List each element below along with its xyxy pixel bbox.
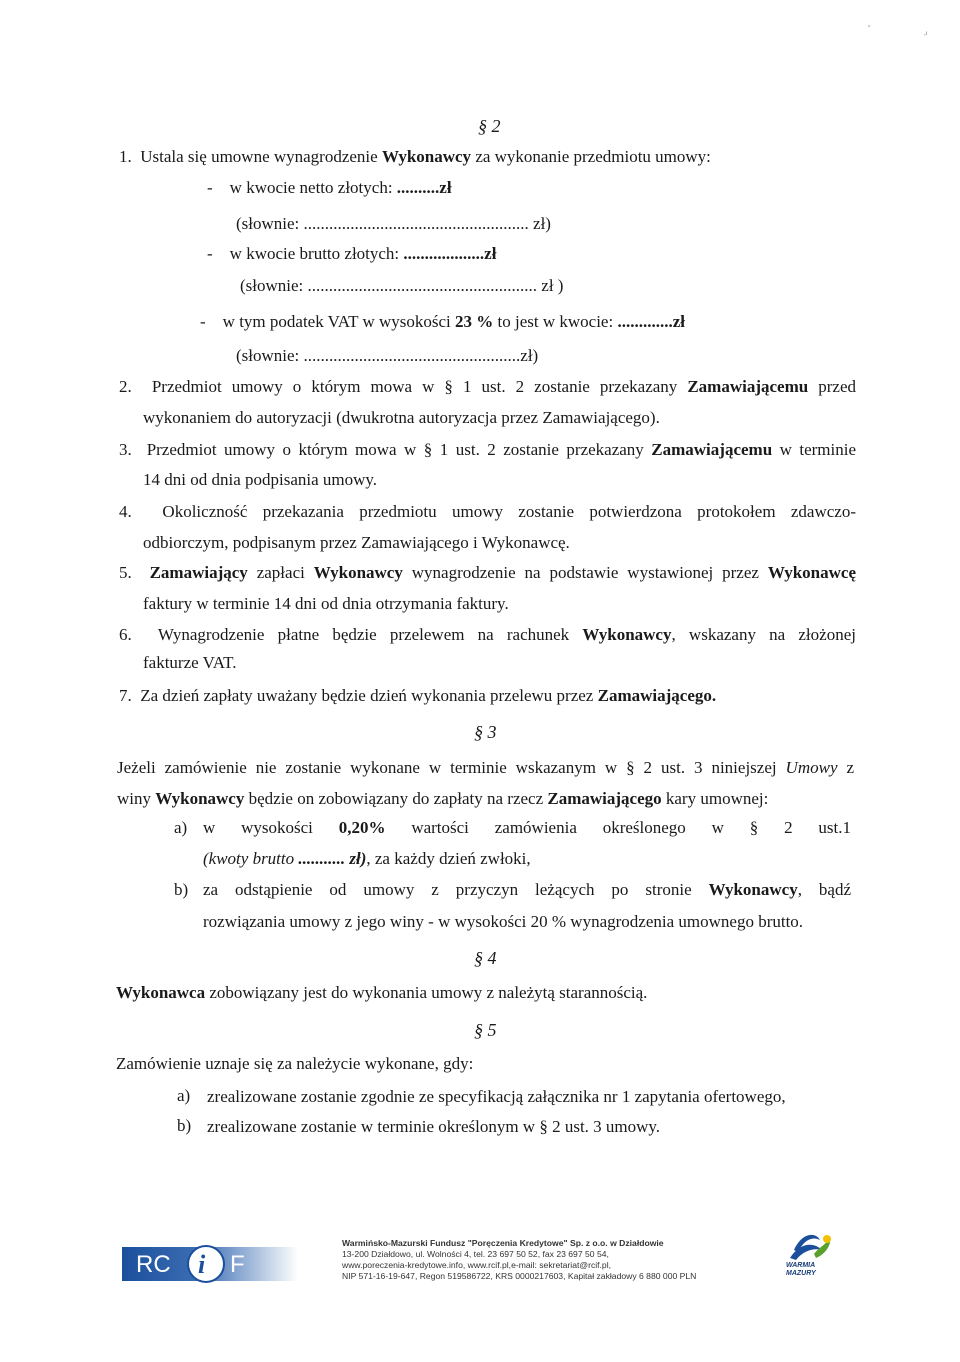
paragraph-2-4-line1: 4. Okoliczność przekazania przedmiotu umowy zostanie potwierdzona protokołem zdawczo- xyxy=(119,502,856,521)
footer-registry: NIP 571-16-19-647, Regon 519586722, KRS 0000217603, Kapitał zakładowy 6 880 000 PLN xyxy=(342,1271,697,1281)
brutto-words: (słownie: ...................................................... zł ) xyxy=(240,276,564,295)
paragraph-2-5-line1: 5. Zamawiający zapłaci Wykonawcy wynagrodzenie na podstawie wystawionej przez Wykonawcę xyxy=(119,563,857,582)
paragraph-2-6-line1: 6. Wynagrodzenie płatne będzie przelewem na rachunek Wykonawcy, wskazany na złożonej xyxy=(119,625,856,644)
footer-contact xyxy=(342,1238,696,1282)
section-heading-5: § 5 xyxy=(474,1020,497,1040)
rcif-logo xyxy=(122,1245,298,1283)
condition-a-text: zrealizowane zostanie zgodnie ze specyfikacją załącznika nr 1 zapytania ofertowego, xyxy=(207,1087,786,1106)
paragraph-5-intro: Zamówienie uznaje się za należycie wykonane, gdy: xyxy=(116,1054,474,1073)
penalty-a-label: a) xyxy=(174,818,188,837)
logo-text-i: i xyxy=(198,1250,206,1279)
condition-b-label: b) xyxy=(177,1116,192,1135)
item-number: 1. xyxy=(119,147,132,166)
penalty-b-line2: rozwiązania umowy z jego winy - w wysokości 20 % wynagrodzenia umownego brutto. xyxy=(203,912,804,931)
paragraph-2-4-line2: odbiorczym, podpisanym przez Zamawiającego i Wykonawcę. xyxy=(143,533,570,552)
footer-address: 13-200 Działdowo, ul. Wolności 4, tel. 23 697 50 52, fax 23 697 50 54, xyxy=(342,1249,609,1259)
footer-web: www.poreczenia-kredytowe.info, www.rcif.pl,e-mail: sekretariat@rcif.pl, xyxy=(342,1260,612,1270)
paragraph-2-7: 7. Za dzień zapłaty uważany będzie dzień wykonania przelewu przez Zamawiającego. xyxy=(119,686,717,705)
paragraph-2-3-line2: 14 dni od dnia podpisania umowy. xyxy=(143,470,378,489)
paragraph-2-2-line1: 2. Przedmiot umowy o którym mowa w § 1 ust. 2 zostanie przekazany Zamawiającemu przed xyxy=(119,377,856,396)
condition-b-text: zrealizowane zostanie w terminie określonym w § 2 ust. 3 umowy. xyxy=(207,1117,661,1136)
condition-a-label: a) xyxy=(177,1086,191,1105)
paragraph-2-2-line2: wykonaniem do autoryzacji (dwukrotna autoryzacja przez Zamawiającego). xyxy=(143,408,660,427)
penalty-b-label: b) xyxy=(174,880,189,899)
paragraph-2-6-line2: fakturze VAT. xyxy=(143,653,237,672)
brutto-line: - w kwocie brutto złotych: ...................zł xyxy=(207,244,497,263)
netto-line: - w kwocie netto złotych: ..........zł xyxy=(207,178,452,197)
scan-mark: ,ı xyxy=(924,30,928,37)
paragraph-3-line1: Jeżeli zamówienie nie zostanie wykonane w terminie wskazanym w § 2 ust. 3 niniejszej Umowy z xyxy=(117,758,854,777)
vat-words: (słownie: ...................................................zł) xyxy=(236,346,539,365)
paragraph-2-1: 1. Ustala się umowne wynagrodzenie Wykonawcy za wykonanie przedmiotu umowy: xyxy=(119,147,711,166)
section-heading-4: § 4 xyxy=(474,948,497,968)
vat-line: - w tym podatek VAT w wysokości 23 % to jest w kwocie: .............zł xyxy=(200,312,685,331)
penalty-a-line1: w wysokości 0,20% wartości zamówienia określonego w § 2 ust.1 xyxy=(203,818,851,837)
paragraph-3-line2: winy Wykonawcy będzie on zobowiązany do zapłaty na rzecz Zamawiającego kary umownej: xyxy=(117,789,769,808)
scan-mark: ᵘ xyxy=(868,24,871,31)
paragraph-4: Wykonawca zobowiązany jest do wykonania umowy z należytą starannością. xyxy=(116,983,648,1002)
section-heading-2: § 2 xyxy=(478,116,501,136)
logo-text-f: F xyxy=(230,1251,245,1278)
logo-text-rc: RC xyxy=(136,1251,171,1278)
footer-company: Warmińsko-Mazurski Fundusz "Poręczenia Kredytowe" Sp. z o.o. w Działdowie xyxy=(342,1238,664,1248)
warmia-mazury-text: WARMIA MAZURY xyxy=(786,1262,816,1277)
netto-words: (słownie: ..................................................... zł) xyxy=(236,214,551,233)
paragraph-2-5-line2: faktury w terminie 14 dni od dnia otrzymania faktury. xyxy=(143,594,509,613)
paragraph-2-3-line1: 3. Przedmiot umowy o którym mowa w § 1 ust. 2 zostanie przekazany Zamawiającemu w terminie xyxy=(119,440,857,459)
section-heading-3: § 3 xyxy=(474,722,497,742)
penalty-a-line2: (kwoty brutto ........... zł), za każdy dzień zwłoki, xyxy=(203,849,531,868)
penalty-b-line1: za odstąpienie od umowy z przyczyn leżących po stronie Wykonawcy, bądź xyxy=(203,880,852,899)
